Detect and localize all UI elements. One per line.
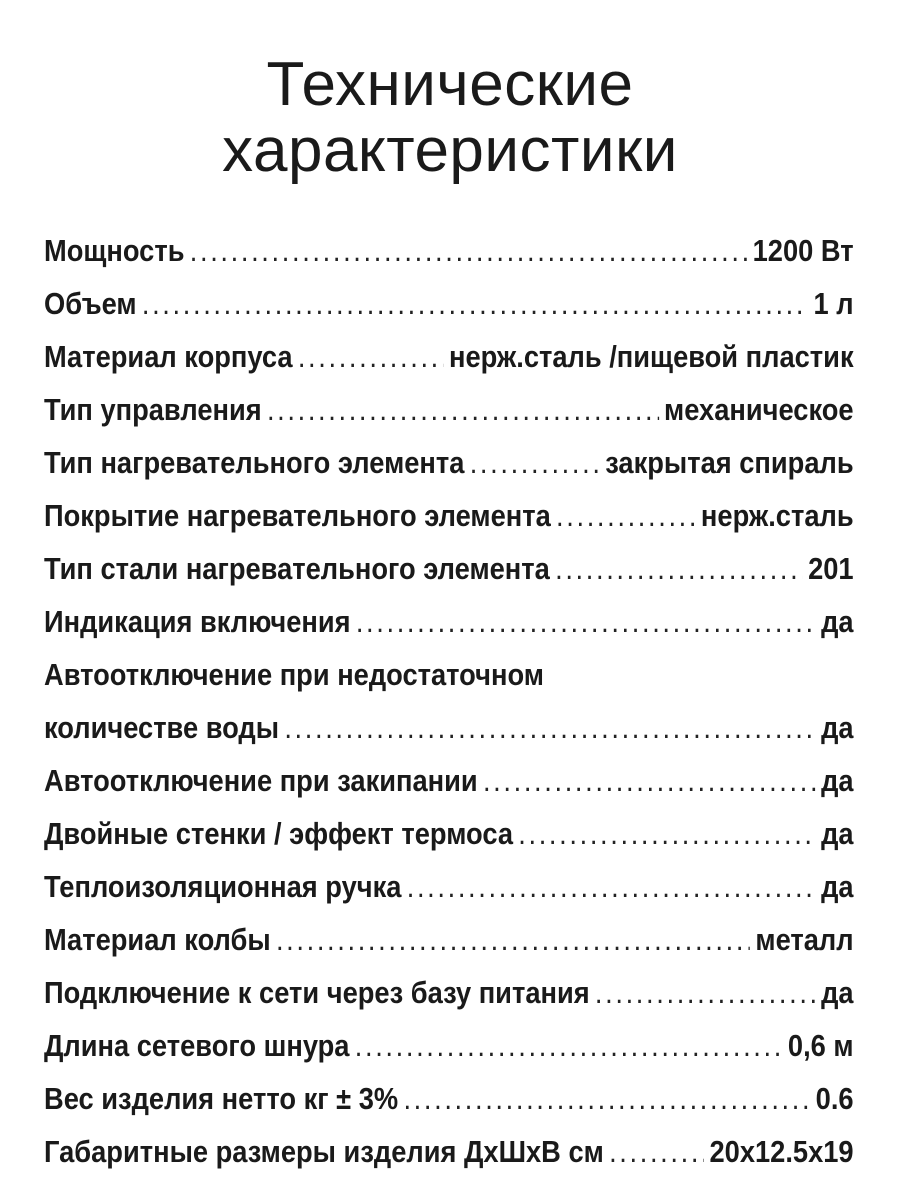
spec-value: нерж.сталь	[700, 498, 854, 533]
spec-label: Габаритные размеры изделия ДхШхВ см	[44, 1134, 604, 1169]
spec-label: Тип управления	[44, 392, 262, 427]
spec-label: Теплоизоляционная ручка	[44, 869, 402, 904]
dot-leader	[355, 1026, 783, 1066]
spec-row-double-walls	[44, 801, 854, 854]
spec-row-power-indicator	[44, 589, 854, 642]
spec-value: 201	[808, 551, 854, 586]
spec-row-dimensions	[44, 1119, 854, 1172]
dot-leader	[470, 443, 600, 483]
dot-leader	[284, 708, 815, 748]
spec-row-control-type	[44, 377, 854, 430]
spec-row-flask-material	[44, 907, 854, 960]
dot-leader	[595, 973, 816, 1013]
spec-row-heating-element-coating	[44, 483, 854, 536]
dot-leader	[556, 496, 696, 536]
spec-value: да	[821, 604, 854, 639]
spec-value: 1 л	[813, 286, 854, 321]
spec-label: Объем	[44, 286, 137, 321]
dot-leader	[298, 337, 444, 377]
spec-label: Подключение к сети через базу питания	[44, 975, 590, 1010]
spec-value: 1200 Вт	[752, 233, 854, 268]
dot-leader	[267, 390, 659, 430]
spec-label: Материал колбы	[44, 922, 271, 957]
spec-row-body-material	[44, 324, 854, 377]
spec-value: да	[821, 816, 854, 851]
spec-row-low-water-shutoff-line1	[44, 642, 854, 695]
spec-label: Покрытие нагревательного элемента	[44, 498, 551, 533]
spec-row-heating-element-type	[44, 430, 854, 483]
dot-leader	[518, 814, 816, 854]
spec-row-net-weight	[44, 1066, 854, 1119]
dot-leader	[403, 1079, 810, 1119]
spec-value: да	[821, 975, 854, 1010]
spec-label: Тип нагревательного элемента	[44, 445, 465, 480]
spec-label: Мощность	[44, 233, 185, 268]
spec-row-cord-length	[44, 1013, 854, 1066]
spec-row-low-water-shutoff-line2	[44, 695, 854, 748]
spec-label: Автоотключение при закипании	[44, 763, 478, 798]
spec-value: да	[821, 763, 854, 798]
spec-label: Автоотключение при недостаточном	[44, 657, 544, 692]
spec-value: закрытая спираль	[605, 445, 854, 480]
spec-row-heating-element-steel	[44, 536, 854, 589]
spec-row-insulated-handle	[44, 854, 854, 907]
spec-value: механическое	[664, 392, 854, 427]
spec-value: да	[821, 869, 854, 904]
spec-value: 20x12.5x19	[709, 1134, 854, 1169]
page-title-line-1: Технические	[266, 50, 634, 119]
spec-value: 0,6 м	[787, 1028, 854, 1063]
dot-leader	[142, 284, 808, 324]
page-title-line-2: характеристики	[222, 116, 678, 185]
spec-label: количестве воды	[44, 710, 280, 745]
spec-value: нерж.сталь /пищевой пластик	[448, 339, 854, 374]
dot-leader	[356, 602, 816, 642]
spec-label: Материал корпуса	[44, 339, 293, 374]
dot-leader	[483, 761, 816, 801]
spec-label: Тип стали нагревательного элемента	[44, 551, 550, 586]
dot-leader	[276, 920, 750, 960]
spec-value: 0.6	[815, 1081, 854, 1116]
spec-row-power	[44, 218, 854, 271]
dot-leader	[190, 231, 748, 271]
spec-value: металл	[755, 922, 854, 957]
spec-row-volume	[44, 271, 854, 324]
spec-label: Длина сетевого шнура	[44, 1028, 350, 1063]
spec-list	[44, 218, 854, 1172]
spec-label: Двойные стенки / эффект термоса	[44, 816, 513, 851]
page-title	[0, 52, 900, 184]
spec-value: да	[821, 710, 854, 745]
spec-label: Индикация включения	[44, 604, 351, 639]
spec-row-boil-shutoff	[44, 748, 854, 801]
dot-leader	[407, 867, 816, 907]
spec-row-power-base	[44, 960, 854, 1013]
dot-leader	[555, 549, 803, 589]
dot-leader	[609, 1132, 704, 1172]
spec-label: Вес изделия нетто кг ± 3%	[44, 1081, 399, 1116]
